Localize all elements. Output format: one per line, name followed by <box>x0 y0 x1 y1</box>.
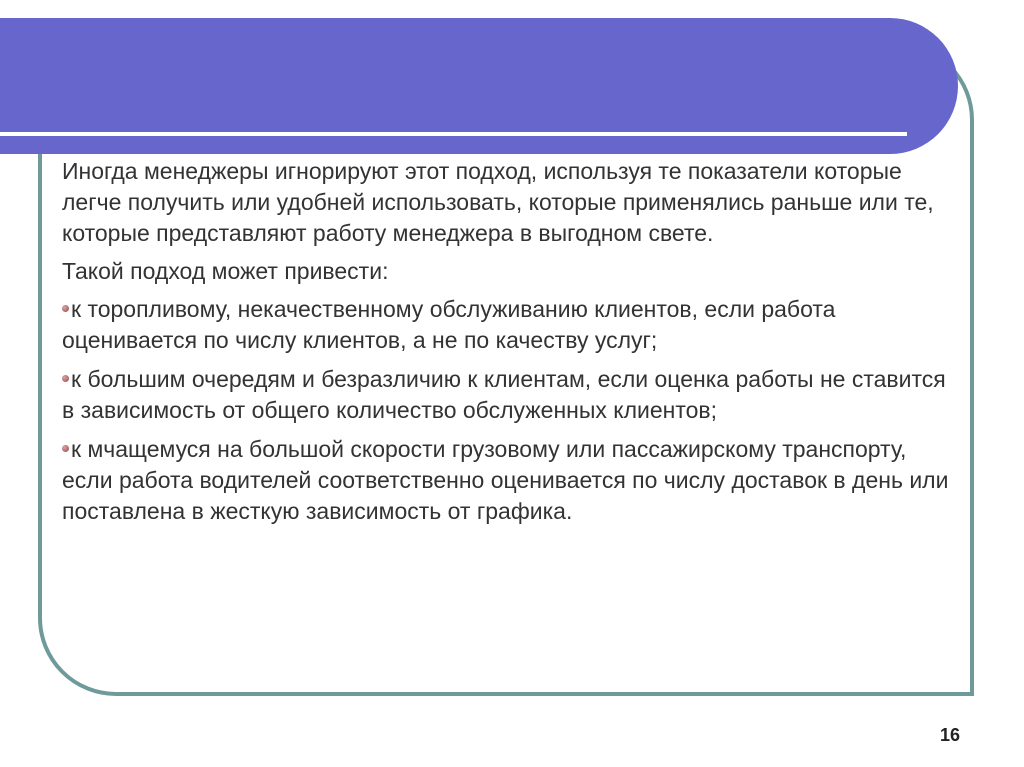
bullet-item <box>62 294 952 356</box>
title-underline <box>0 132 907 136</box>
bullet-text: к мчащемуся на большой скорости грузовому или пассажирскому транспорту, если работа водителей соответственно оценивается по числу доставок в день или поставлена в жесткую зависимость от графика. <box>62 436 949 524</box>
slide-body <box>62 156 952 535</box>
page-number: 16 <box>940 725 961 745</box>
round-bullet-icon <box>62 375 69 382</box>
bullet-item <box>62 434 952 527</box>
bullet-text: к большим очередям и безразличию к клиентам, если оценка работы не ставится в зависимость от общего количество обслуженных клиентов; <box>62 366 946 423</box>
bullet-text: к торопливому, некачественному обслуживанию клиентов, если работа оценивается по числу клиентов, а не по качеству услуг; <box>62 296 836 353</box>
bullet-item <box>62 364 952 426</box>
round-bullet-icon <box>62 305 69 312</box>
intro-paragraph: Иногда менеджеры игнорируют этот подход, используя те показатели которые легче получить или удобней использовать, которые применялись раньше или те, которые представляют работу менеджера в выгодном свете. <box>62 158 934 246</box>
lead-in-paragraph: Такой подход может привести: <box>62 258 389 284</box>
round-bullet-icon <box>62 445 69 452</box>
